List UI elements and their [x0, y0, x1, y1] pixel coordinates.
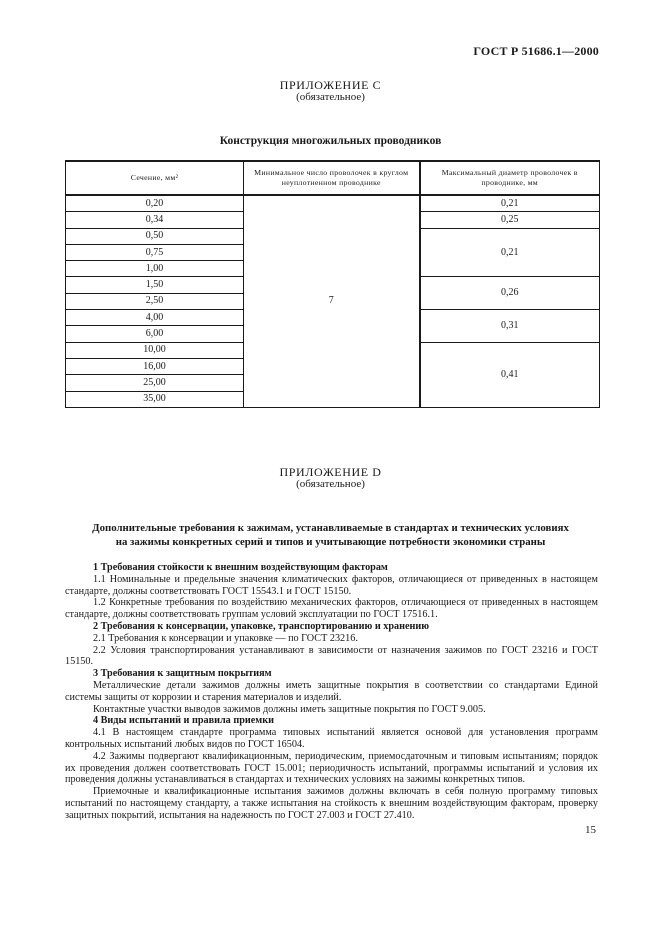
appendix-d-status: (обязательное): [296, 478, 365, 490]
section-cell: 2,50: [66, 293, 244, 309]
paragraph: Приемочные и квалификационные испытания зажимов должны включать в себя полную программу типовых испытаний по настоящему стандарту, а также испытания на стойкость к внешним воздействующим факторам, проверку защитных покрытий, испытания на надежность по ГОСТ 27.003 и ГОСТ 27.410.: [65, 786, 598, 821]
section-cell: 25,00: [66, 375, 244, 391]
page-number: 15: [585, 824, 596, 836]
paragraph: 1.1 Номинальные и предельные значения климатических факторов, отличающиеся от приведенных в настоящем стандарте, должны соответствовать ГОСТ 15543.1 и ГОСТ 15150.: [65, 573, 598, 597]
section-heading: 4 Виды испытаний и правила приемки: [93, 715, 274, 727]
paragraph: 4.1 В настоящем стандарте программа типовых испытаний является основой для установления программ контрольных испытаний любых видов по ГОСТ 16504.: [65, 727, 598, 750]
section-cell: 6,00: [66, 326, 244, 342]
section-cell: 0,75: [66, 244, 244, 260]
appendix-c-status: (обязательное): [296, 91, 365, 103]
max-diameter-cell: 0,26: [420, 277, 600, 310]
appendix-c-title: ПРИЛОЖЕНИЕ С: [279, 78, 382, 92]
section-cell: 1,50: [66, 277, 244, 293]
paragraph: 2.1 Требования к консервации и упаковке — по ГОСТ 23216.: [93, 632, 358, 644]
wire-construction-table: [65, 160, 600, 408]
max-diameter-cell: 0,25: [420, 212, 600, 228]
max-diameter-cell: 0,21: [420, 195, 600, 212]
section-cell: 10,00: [66, 342, 244, 358]
section-cell: 1,00: [66, 261, 244, 277]
section-cell: 0,50: [66, 228, 244, 244]
paragraph: Металлические детали зажимов должны иметь защитные покрытия в соответствии со стандартами Единой системы защиты от коррозии и старения материалов и изделий.: [65, 679, 598, 703]
column-header-min-wires: Минимальное число проволочек в круглом неуплотненном проводнике: [244, 161, 420, 195]
appendix-d-title: ПРИЛОЖЕНИЕ D: [279, 465, 382, 479]
appendix-d-heading-line-1: Дополнительные требования к зажимам, устанавливаемые в стандартах и технических условиях: [92, 522, 569, 534]
section-cell: 16,00: [66, 358, 244, 374]
table-row: [66, 195, 600, 212]
section-cell: 0,34: [66, 212, 244, 228]
section-heading: 2 Требования к консервации, упаковке, транспортированию и хранению: [93, 620, 430, 632]
paragraph: 2.2 Условия транспортирования устанавливают в зависимости от назначения зажимов по ГОСТ 23216 и ГОСТ 15150.: [65, 644, 598, 668]
paragraph: 1.2 Конкретные требования по воздействию механических факторов, отличающиеся от приведенных в настоящем стандарте, должны соответствовать группам условий эксплуатации по ГОСТ 17516.1.: [65, 597, 598, 621]
max-diameter-cell: 0,21: [420, 228, 600, 277]
max-diameter-cell: 0,31: [420, 310, 600, 343]
paragraph: 4.2 Зажимы подвергают квалификационным, периодическим, приемосдаточным и типовым испытаниям; порядок их проведения должен соответствовать ГОСТ 15.001; периодичность испытаний, программы испытаний и условия их проведения должны устанавливаться в стандартах и технических условиях на зажимы конкретных типов.: [65, 750, 598, 786]
column-header-section: Сечение, мм²: [66, 161, 244, 195]
column-header-max-diameter: Максимальный диаметр проволочек в проводнике, мм: [420, 161, 600, 195]
section-cell: 4,00: [66, 310, 244, 326]
document-header-standard: ГОСТ Р 51686.1—2000: [473, 44, 599, 58]
appendix-d-body: [65, 562, 598, 822]
section-cell: 0,20: [66, 195, 244, 212]
section-cell: 35,00: [66, 391, 244, 407]
table-header-row: [66, 161, 600, 195]
appendix-d-heading-line-2: на зажимы конкретных серий и типов и учитывающие потребности экономики страны: [115, 536, 546, 548]
paragraph: Контактные участки выводов зажимов должны иметь защитные покрытия по ГОСТ 9.005.: [93, 703, 486, 715]
section-heading: 3 Требования к защитным покрытиям: [93, 668, 272, 680]
max-diameter-cell: 0,41: [420, 342, 600, 407]
min-wires-cell: 7: [244, 195, 420, 407]
section-heading: 1 Требования стойкости к внешним воздействующим факторам: [93, 562, 388, 573]
appendix-c-table-title: Конструкция многожильных проводников: [219, 135, 442, 147]
